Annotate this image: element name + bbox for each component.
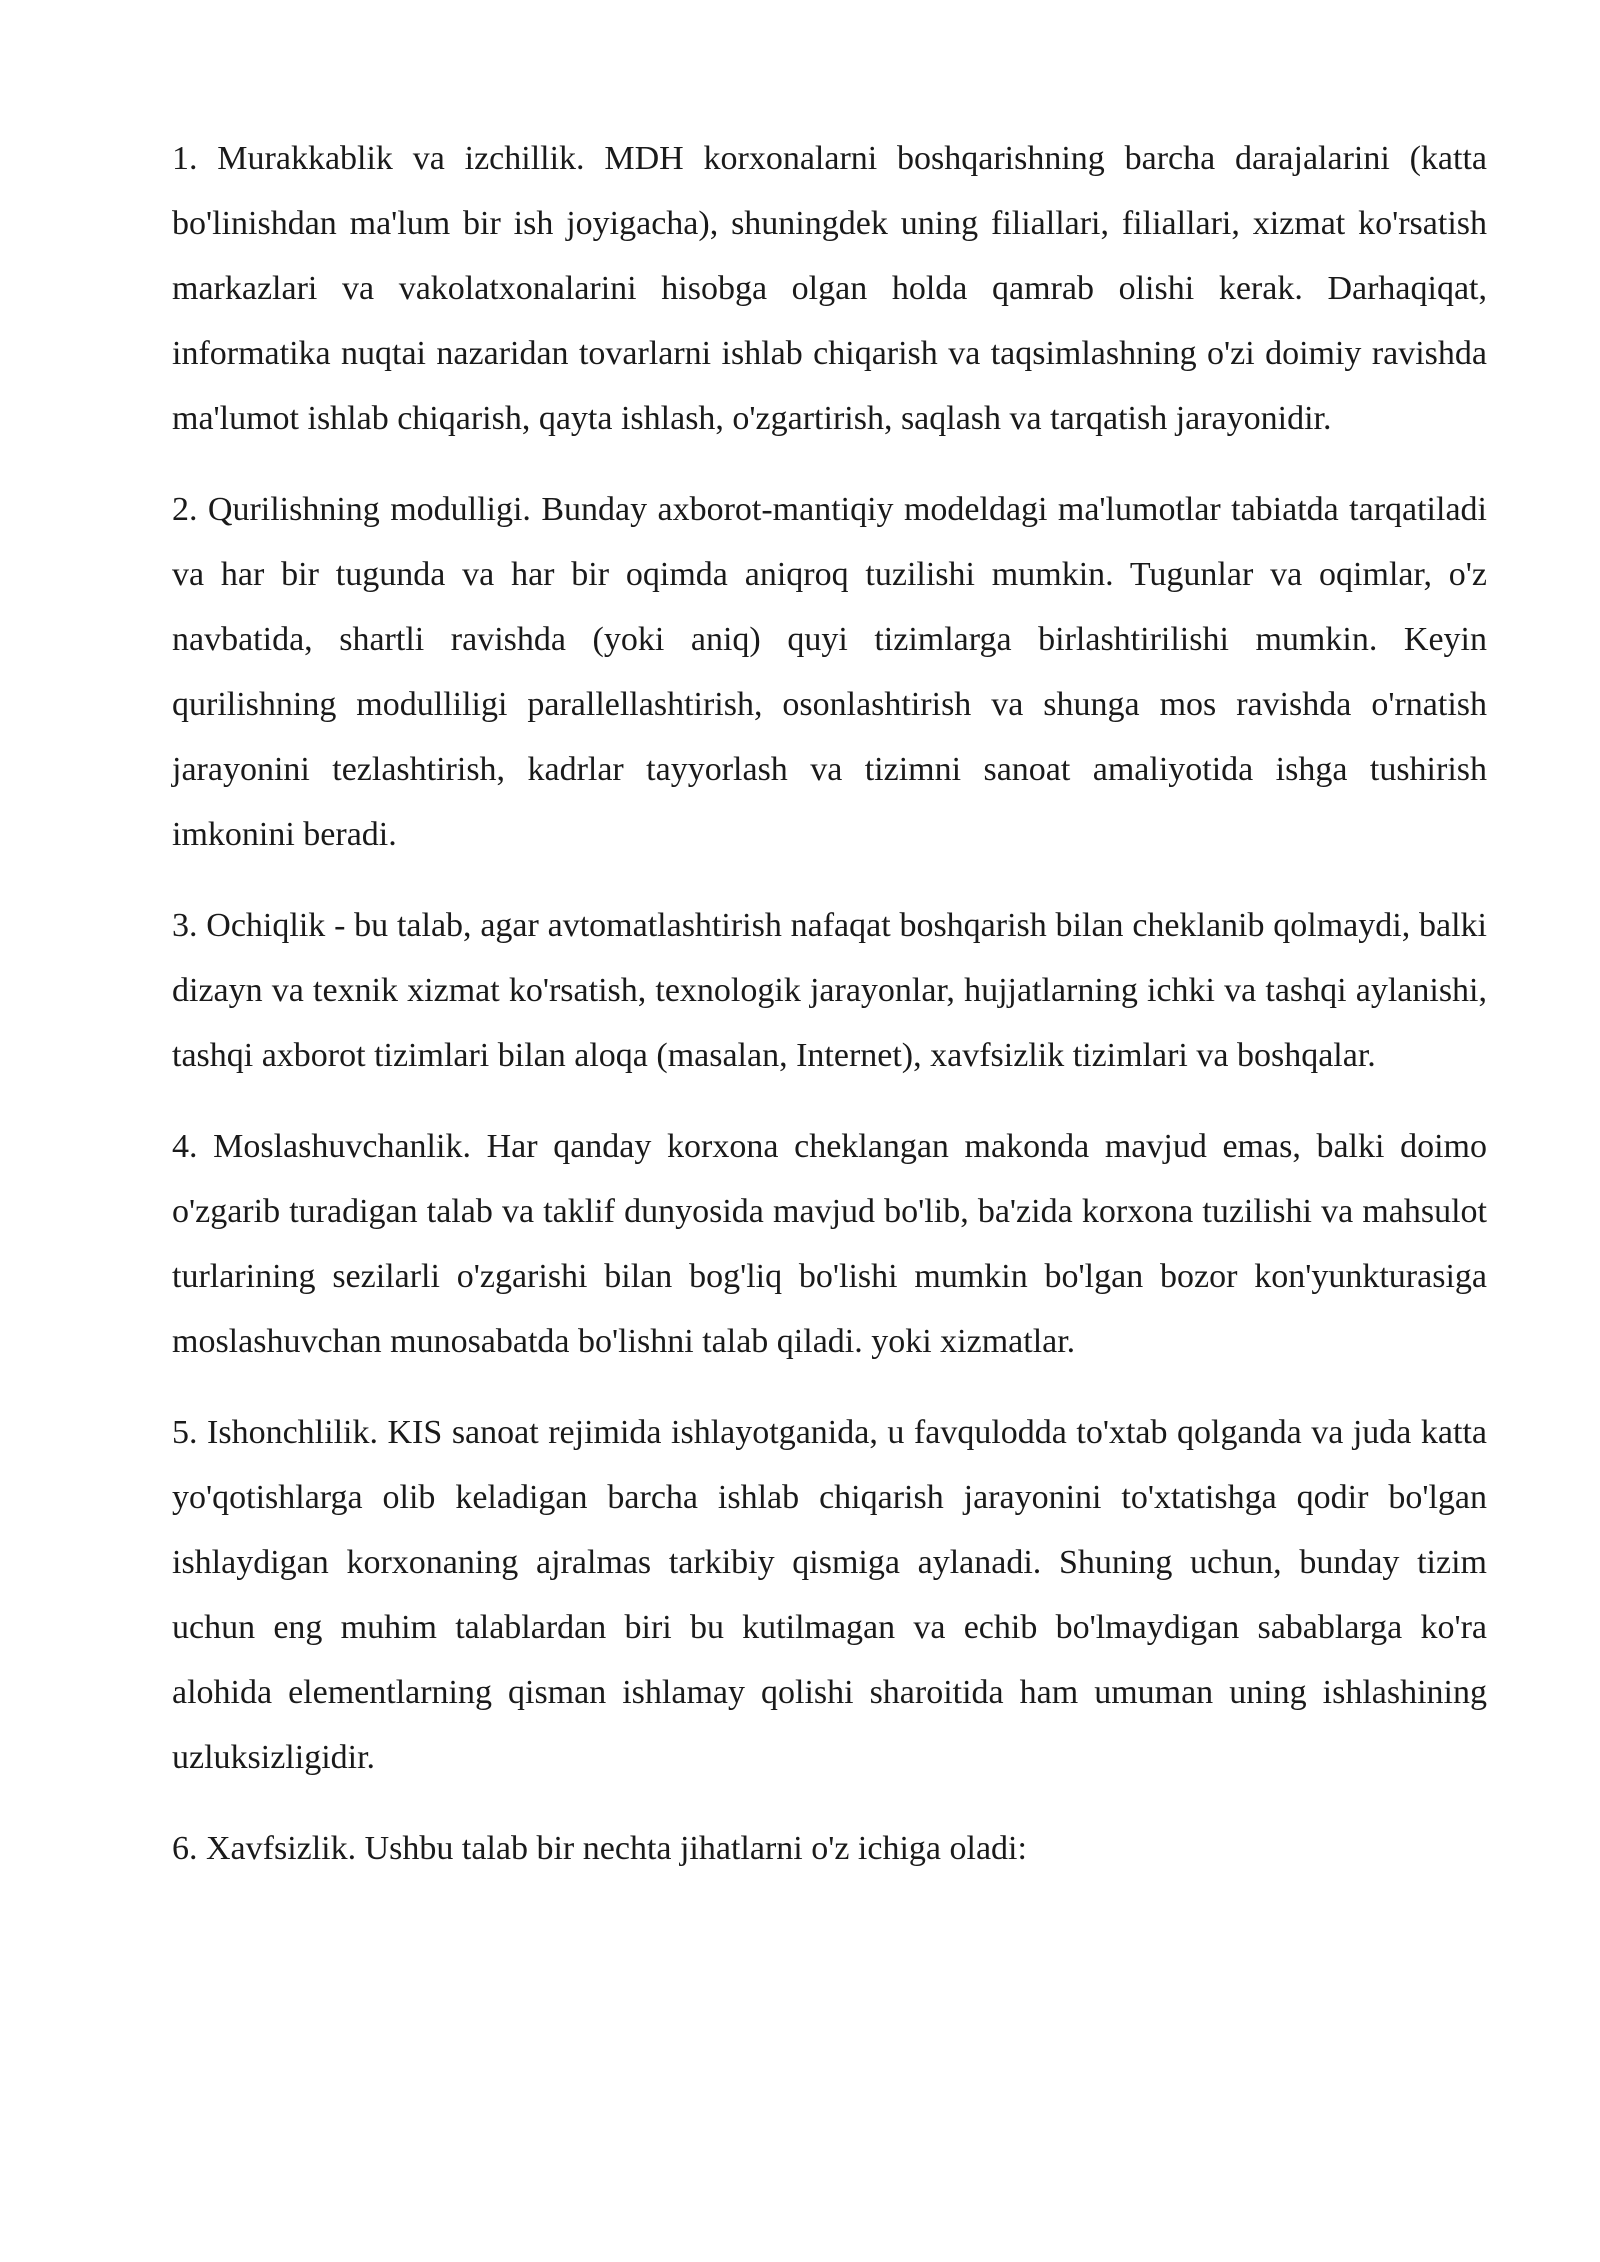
paragraph-modularity: 2. Qurilishning modulligi. Bunday axborot-mantiqiy modeldagi ma'lumotlar tabiatda tarqatiladi va har bir tugunda va har bir oqimda aniqroq tuzilishi mumkin. Tugunlar va oqimlar, o'z navbatida, shartli ravishda (yoki aniq) quyi tizimlarga birlashtirilishi mumkin. Keyin qurilishning modulliligi parallellashtirish, osonlashtirish va shunga mos ravishda o'rnatish jarayonini tezlashtirish, kadrlar tayyorlash va tizimni sanoat amaliyotida ishga tushirish imkonini beradi. (172, 491, 1487, 853)
paragraph-flexibility: 4. Moslashuvchanlik. Har qanday korxona cheklangan makonda mavjud emas, balki doimo o'zgarib turadigan talab va taklif dunyosida mavjud bo'lib, ba'zida korxona tuzilishi va mahsulot turlarining sezilarli o'zgarishi bilan bog'liq bo'lishi mumkin bo'lgan bozor kon'yunkturasiga moslashuvchan munosabatda bo'lishni talab qiladi. yoki xizmatlar. (172, 1128, 1487, 1360)
paragraph-complexity: 1. Murakkablik va izchillik. MDH korxonalarni boshqarishning barcha darajalarini (katta bo'linishdan ma'lum bir ish joyigacha), shuningdek uning filiallari, filiallari, xizmat ko'rsatish markazlari va vakolatxonalarini hisobga olgan holda qamrab olishi kerak. Darhaqiqat, informatika nuqtai nazaridan tovarlarni ishlab chiqarish va taqsimlashning o'zi doimiy ravishda ma'lumot ishlab chiqarish, qayta ishlash, o'zgartirish, saqlash va tarqatish jarayonidir. (172, 140, 1487, 437)
paragraph-openness: 3. Ochiqlik - bu talab, agar avtomatlashtirish nafaqat boshqarish bilan cheklanib qolmaydi, balki dizayn va texnik xizmat ko'rsatish, texnologik jarayonlar, hujjatlarning ichki va tashqi aylanishi, tashqi axborot tizimlari bilan aloqa (masalan, Internet), xavfsizlik tizimlari va boshqalar. (172, 907, 1487, 1074)
paragraph-reliability: 5. Ishonchlilik. KIS sanoat rejimida ishlayotganida, u favqulodda to'xtab qolganda va juda katta yo'qotishlarga olib keladigan barcha ishlab chiqarish jarayonini to'xtatishga qodir bo'lgan ishlaydigan korxonaning ajralmas tarkibiy qismiga aylanadi. Shuning uchun, bunday tizim uchun eng muhim talablardan biri bu kutilmagan va echib bo'lmaydigan sabablarga ko'ra alohida elementlarning qisman ishlamay qolishi sharoitida ham umuman uning ishlashining uzluksizligidir. (172, 1414, 1487, 1776)
paragraph-security: 6. Xavfsizlik. Ushbu talab bir nechta jihatlarni o'z ichiga oladi: (172, 1830, 1027, 1867)
document-page (172, 126, 1487, 1907)
